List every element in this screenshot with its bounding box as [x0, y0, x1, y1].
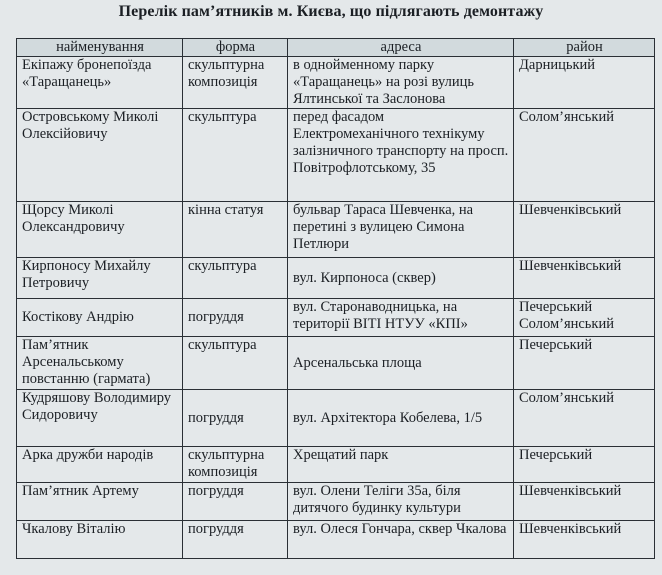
document-title: Перелік пам’ятників м. Києва, що підлягають демонтажу [118, 3, 544, 20]
cell-name: Чкалову Віталію [17, 521, 183, 559]
cell-district: Шевченківський [514, 521, 655, 559]
header-form: форма [183, 39, 288, 57]
cell-address: вул. Олени Теліги 35а, біля дитячого будинку культури [288, 483, 514, 521]
cell-name: Пам’ятник Арсенальському повстанню (гармата) [17, 337, 183, 390]
cell-form: скульптура [183, 258, 288, 299]
cell-address: бульвар Тараса Шевченка, на перетині з вулицею Симона Петлюри [288, 202, 514, 258]
cell-form: скульптура [183, 337, 288, 390]
cell-address: вул. Олеся Гончара, сквер Чкалова [288, 521, 514, 559]
cell-name: Кирпоносу Михайлу Петровичу [17, 258, 183, 299]
cell-district: Печерський [514, 337, 655, 390]
cell-form: скульптурна композиція [183, 57, 288, 109]
cell-address: вул. Кирпоноса (сквер) [288, 258, 514, 299]
cell-form: скульптура [183, 109, 288, 202]
cell-name: Екіпажу бронепоїзда «Таращанець» [17, 57, 183, 109]
cell-district: Шевченківський [514, 202, 655, 258]
table-row [17, 57, 655, 109]
header-name: найменування [17, 39, 183, 57]
cell-district: Печерський [514, 447, 655, 483]
table-row [17, 521, 655, 559]
cell-name: Пам’ятник Артему [17, 483, 183, 521]
cell-name: Островському Миколі Олексійовичу [17, 109, 183, 202]
cell-form: кінна статуя [183, 202, 288, 258]
table-header-row [17, 39, 655, 57]
cell-address: Арсенальська площа [288, 337, 514, 390]
cell-address: перед фасадом Електромеханічного технікуму залізничного транспорту на просп. Повітрофлотському, 35 [288, 109, 514, 202]
cell-form: погруддя [183, 299, 288, 337]
table-row [17, 390, 655, 447]
cell-address: вул. Старонаводницька, на території ВІТІ НТУУ «КПІ» [288, 299, 514, 337]
table-row [17, 299, 655, 337]
table-row [17, 483, 655, 521]
monuments-table [16, 38, 655, 559]
cell-district: Шевченківський [514, 258, 655, 299]
cell-district: Солом’янський [514, 109, 655, 202]
table-row [17, 109, 655, 202]
table-row [17, 337, 655, 390]
table-row [17, 202, 655, 258]
cell-district [514, 299, 655, 337]
cell-district: Дарницький [514, 57, 655, 109]
cell-form: погруддя [183, 483, 288, 521]
district-line: Печерський [519, 299, 593, 315]
table-row [17, 447, 655, 483]
cell-name: Костікову Андрію [17, 299, 183, 337]
cell-name: Арка дружби народів [17, 447, 183, 483]
cell-form: скульптурна композиція [183, 447, 288, 483]
cell-address: вул. Архітектора Кобелева, 1/5 [288, 390, 514, 447]
cell-name: Щорсу Миколі Олександровичу [17, 202, 183, 258]
header-address: адреса [288, 39, 514, 57]
cell-form: погруддя [183, 521, 288, 559]
cell-address: Хрещатий парк [288, 447, 514, 483]
cell-district: Солом’янський [514, 390, 655, 447]
table-row [17, 258, 655, 299]
cell-district: Шевченківський [514, 483, 655, 521]
district-line: Солом’янський [519, 316, 614, 332]
cell-address: в однойменному парку «Таращанець» на розі вулиць Ялтинської та Заслонова [288, 57, 514, 109]
header-district: район [514, 39, 655, 57]
cell-form: погруддя [183, 390, 288, 447]
cell-name: Кудряшову Володимиру Сидоровичу [17, 390, 183, 447]
